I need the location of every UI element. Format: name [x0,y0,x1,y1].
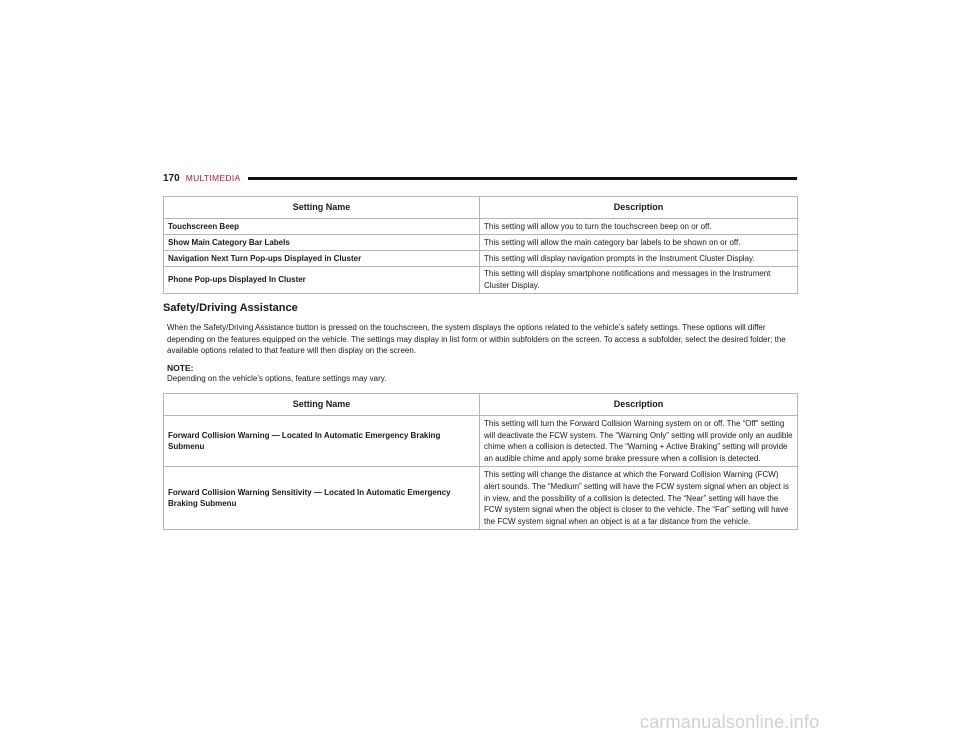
setting-name-cell: Navigation Next Turn Pop-ups Displayed in Cluster [164,251,480,267]
table-row [164,251,798,267]
setting-name-cell: Show Main Category Bar Labels [164,235,480,251]
setting-name-cell: Touchscreen Beep [164,219,480,235]
table-header-row [164,197,798,219]
setting-description-cell: This setting will allow the main category bar labels to be shown on or off. [480,235,798,251]
setting-name-cell: Phone Pop-ups Displayed In Cluster [164,267,480,294]
column-header-description: Description [480,394,798,416]
settings-table-safety [163,393,798,530]
watermark-text: carmanualsonline.info [640,712,820,732]
table-row [164,267,798,294]
table-header-row [164,394,798,416]
column-header-setting-name: Setting Name [164,394,480,416]
table-row [164,235,798,251]
header-rule [248,177,797,180]
setting-name-cell: Forward Collision Warning Sensitivity — Located In Automatic Emergency Braking Submenu [164,467,480,530]
table-row [164,219,798,235]
setting-description-cell: This setting will turn the Forward Collision Warning system on or off. The “Off” setting will deactivate the FCW system. The “Warning Only” setting will provide only an audible chime when a collision is detected. The “Warning + Active Braking” setting will provide an audible chime and apply some brake pressure when a collision is detected. [480,416,798,467]
section-heading: Safety/Driving Assistance [163,302,298,314]
setting-description-cell: This setting will change the distance at which the Forward Collision Warning (FCW) alert sounds. The “Medium” setting will have the FCW system signal when an object is in view, and the possibility of a collision is detected. The “Near” setting will have the FCW system signal when the object is closer to the vehicle. The “Far” setting will have the FCW system signal when an object is at a far distance from the vehicle. [480,467,798,530]
page-header [163,171,797,185]
setting-name-cell: Forward Collision Warning — Located In Automatic Emergency Braking Submenu [164,416,480,467]
section-label: MULTIMEDIA [185,173,241,183]
column-header-setting-name: Setting Name [164,197,480,219]
page-number: 170 [163,172,180,184]
column-header-description: Description [480,197,798,219]
setting-description-cell: This setting will allow you to turn the touchscreen beep on or off. [480,219,798,235]
note-label: NOTE: [167,363,194,373]
settings-table-general [163,196,798,294]
note-text: Depending on the vehicle’s options, feature settings may vary. [167,374,387,383]
table-row [164,416,798,467]
table-row [164,467,798,530]
setting-description-cell: This setting will display smartphone notifications and messages in the Instrument Cluster Display. [480,267,798,294]
setting-description-cell: This setting will display navigation prompts in the Instrument Cluster Display. [480,251,798,267]
section-paragraph: When the Safety/Driving Assistance button is pressed on the touchscreen, the system displays the options related to the vehicle’s safety settings. These options will differ depending on the features equipped on the vehicle. The settings may display in list form or within subfolders on the screen. To access a subfolder, select the desired folder; the available options related to that feature will then display on the screen. [167,323,786,355]
